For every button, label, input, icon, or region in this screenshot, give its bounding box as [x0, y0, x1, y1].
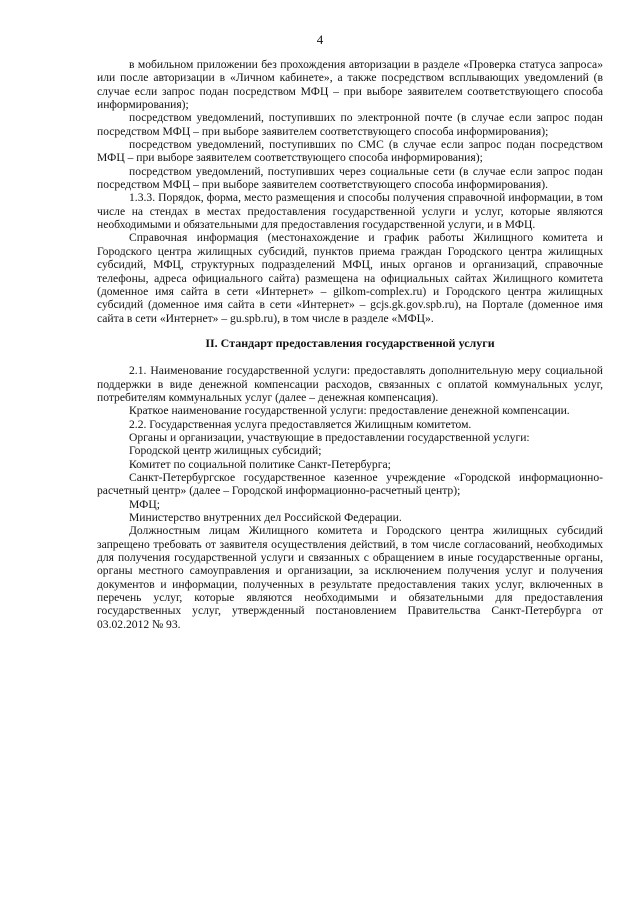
- paragraph-prohibition: Должностным лицам Жилищного комитета и Городского центра жилищных субсидий запрещено требовать от заявителя осуществления действий, в том числе согласований, необходимых для получения государственной услуги и связанных с обращением в иные государственные органы, органы местного самоуправления и организации, за исключением получения услуг и получения документов и информации, полученных в результате предоставления таких услуг, включенных в перечень услуг, которые являются необходимыми и обязательными для предоставления государственных услуг, утвержденный постановлением Правительства Санкт-Петербурга от 03.02.2012 № 93.: [97, 524, 603, 631]
- paragraph-participants-intro: Органы и организации, участвующие в предоставлении государственной услуги:: [129, 430, 530, 444]
- paragraph-sms-notification: посредством уведомлений, поступивших по СМС (в случае если запрос подан посредством МФЦ – при выборе заявителем соответствующего способа информирования);: [97, 138, 603, 165]
- paragraph-mobile-app-status: в мобильном приложении без прохождения авторизации в разделе «Проверка статуса запроса» или после авторизации в «Личном кабинете», а также посредством всплывающих уведомлений (в случае если запрос подан посредством МФЦ – при выборе заявителем соответствующего способа информирования);: [97, 58, 603, 112]
- document-body: [97, 58, 603, 631]
- paragraph-2-2: 2.2. Государственная услуга предоставляется Жилищным комитетом.: [129, 417, 472, 431]
- page-number: 4: [316, 32, 324, 47]
- list-item-info-calc-center: Санкт-Петербургское государственное казенное учреждение «Городской информационно-расчетный центр» (далее – Городской информационно-расчетный центр);: [97, 470, 603, 498]
- paragraph-social-notification: посредством уведомлений, поступивших через социальные сети (в случае если запрос подан посредством МФЦ – при выборе заявителем соответствующего способа информирования).: [97, 164, 603, 192]
- paragraph-email-notification: посредством уведомлений, поступивших по электронной почте (в случае если запрос подан посредством МФЦ – при выборе заявителем соответствующего способа информирования);: [97, 111, 603, 138]
- list-item-social-policy-committee: Комитет по социальной политике Санкт-Петербурга;: [129, 457, 391, 471]
- list-item-housing-subsidy-center: Городской центр жилищных субсидий;: [129, 444, 322, 458]
- section-title: II. Стандарт предоставления государственной услуги: [205, 335, 495, 350]
- paragraph-reference-info: Справочная информация (местонахождение и график работы Жилищного комитета и Городского центра жилищных субсидий, пунктов приема граждан Городского центра жилищных субсидий, МФЦ, структурных подразделений МФЦ, иных органов и организаций, справочные телефоны, адреса официального сайта) размещена на официальных сайтах Жилищного комитета (доменное имя сайта в сети «Интернет» – gilkom-complex.ru) и Городского центра жилищных субсидий (доменное имя сайта в сети «Интернет» – gcjs.gk.gov.spb.ru), на Портале (доменное имя сайта в сети «Интернет» – gu.spb.ru), в том числе в разделе «МФЦ».: [97, 231, 603, 325]
- paragraph-1-3-3: 1.3.3. Порядок, форма, место размещения и способы получения справочной информации, в том числе на стендах в местах предоставления государственной услуги и услуг, которые являются необходимыми и обязательными для предоставления государственной услуги, и в МФЦ.: [97, 191, 603, 232]
- list-item-mfc: МФЦ;: [129, 497, 160, 511]
- paragraph-2-1: 2.1. Наименование государственной услуги: предоставлять дополнительную меру социальной поддержки в виде денежной компенсации расходов, связанных с оплатой коммунальных услуг, потребителям коммунальных услуг (далее – денежная компенсация).: [97, 364, 603, 404]
- list-item-interior-ministry: Министерство внутренних дел Российской Федерации.: [129, 511, 402, 524]
- paragraph-short-name: Краткое наименование государственной услуги: предоставление денежной компенсации.: [129, 404, 570, 418]
